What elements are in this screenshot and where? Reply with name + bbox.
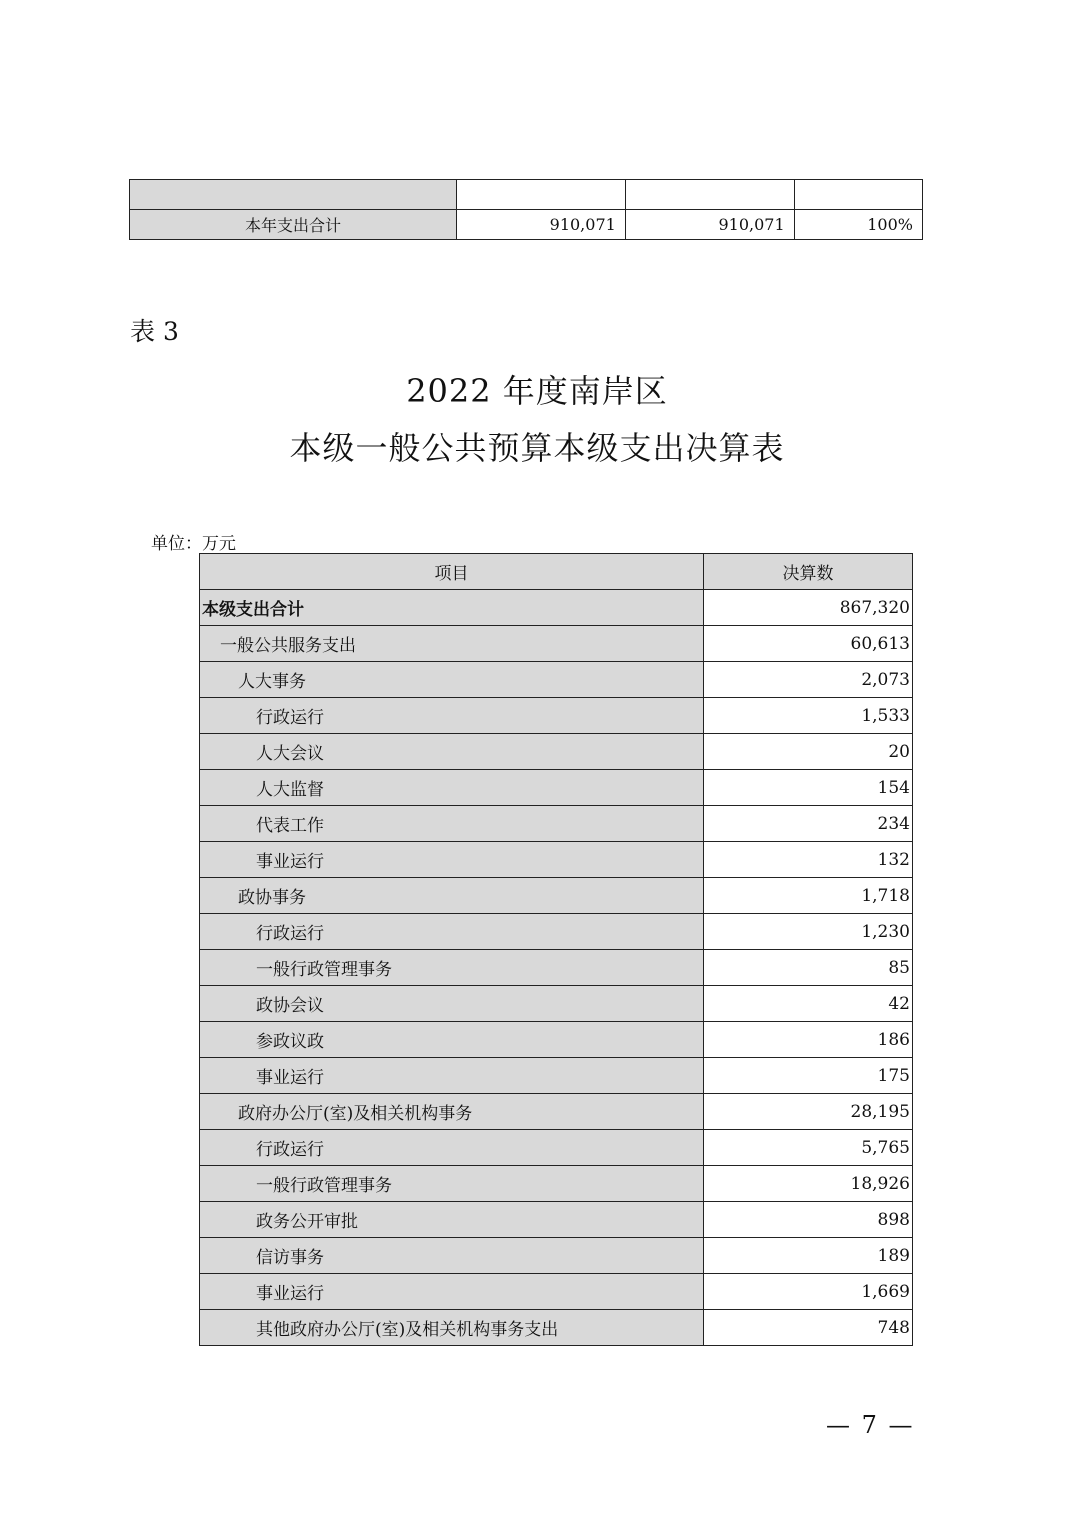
row-item-name: 政协会议 [200,986,704,1022]
row-amount: 189 [704,1238,913,1274]
header-item: 项目 [200,554,704,590]
table-cell: 910,071 [625,210,794,240]
row-item-name: 行政运行 [200,698,704,734]
row-item-name: 其他政府办公厅(室)及相关机构事务支出 [200,1310,704,1346]
table-row [200,590,913,626]
table-row [130,210,923,240]
table-row [200,1130,913,1166]
row-item-name: 人大会议 [200,734,704,770]
unit-label: 单位：万元 [151,534,236,554]
row-amount: 60,613 [704,626,913,662]
row-item-name: 政务公开审批 [200,1202,704,1238]
row-amount: 175 [704,1058,913,1094]
row-item-name: 一般行政管理事务 [200,1166,704,1202]
table-cell [794,180,922,210]
table-row [200,1022,913,1058]
table-cell [457,180,626,210]
row-amount: 1,533 [704,698,913,734]
row-amount: 867,320 [704,590,913,626]
row-amount: 5,765 [704,1130,913,1166]
row-amount: 1,230 [704,914,913,950]
table-row [130,180,923,210]
row-item-name: 人大监督 [200,770,704,806]
table-row [200,626,913,662]
row-amount: 2,073 [704,662,913,698]
expenditure-table-body [200,590,913,1346]
table-row [200,878,913,914]
row-item-name: 一般公共服务支出 [200,626,704,662]
row-amount: 42 [704,986,913,1022]
row-item-name: 政协事务 [200,878,704,914]
row-amount: 186 [704,1022,913,1058]
header-amount: 决算数 [704,554,913,590]
table-row [200,986,913,1022]
table-row [200,770,913,806]
table-row [200,1274,913,1310]
previous-table-fragment [129,179,923,240]
row-amount: 748 [704,1310,913,1346]
expenditure-table [199,553,913,1346]
row-amount: 154 [704,770,913,806]
table-header-row [200,554,913,590]
table-cell: 910,071 [457,210,626,240]
table-row [200,1058,913,1094]
row-item-name: 事业运行 [200,842,704,878]
row-amount: 18,926 [704,1166,913,1202]
total-expenditure-label: 本年支出合计 [130,210,457,240]
table-row [200,1202,913,1238]
table-row [200,734,913,770]
table-row [200,806,913,842]
table-row [200,1166,913,1202]
row-amount: 234 [704,806,913,842]
table-row [200,1310,913,1346]
table-row [200,1238,913,1274]
row-item-name: 信访事务 [200,1238,704,1274]
row-amount: 20 [704,734,913,770]
row-item-name: 事业运行 [200,1274,704,1310]
row-amount: 1,669 [704,1274,913,1310]
table-row [200,662,913,698]
row-item-name: 行政运行 [200,914,704,950]
row-amount: 898 [704,1202,913,1238]
row-amount: 132 [704,842,913,878]
row-amount: 85 [704,950,913,986]
row-amount: 1,718 [704,878,913,914]
table-row [200,914,913,950]
row-item-name: 本级支出合计 [200,590,704,626]
page-number: — 7 — [826,1411,915,1439]
table-cell: 100% [794,210,922,240]
table-row [200,698,913,734]
row-item-name: 行政运行 [200,1130,704,1166]
table-row [200,842,913,878]
table-number-label: 表 3 [130,317,179,346]
table-cell [130,180,457,210]
row-item-name: 代表工作 [200,806,704,842]
row-item-name: 政府办公厅(室)及相关机构事务 [200,1094,704,1130]
page-title-line-1: 2022 年度南岸区 [406,372,668,410]
page-title-line-2: 本级一般公共预算本级支出决算表 [289,429,785,467]
row-item-name: 参政议政 [200,1022,704,1058]
row-item-name: 事业运行 [200,1058,704,1094]
table-row [200,950,913,986]
row-item-name: 一般行政管理事务 [200,950,704,986]
table-cell [625,180,794,210]
table-row [200,1094,913,1130]
row-item-name: 人大事务 [200,662,704,698]
row-amount: 28,195 [704,1094,913,1130]
